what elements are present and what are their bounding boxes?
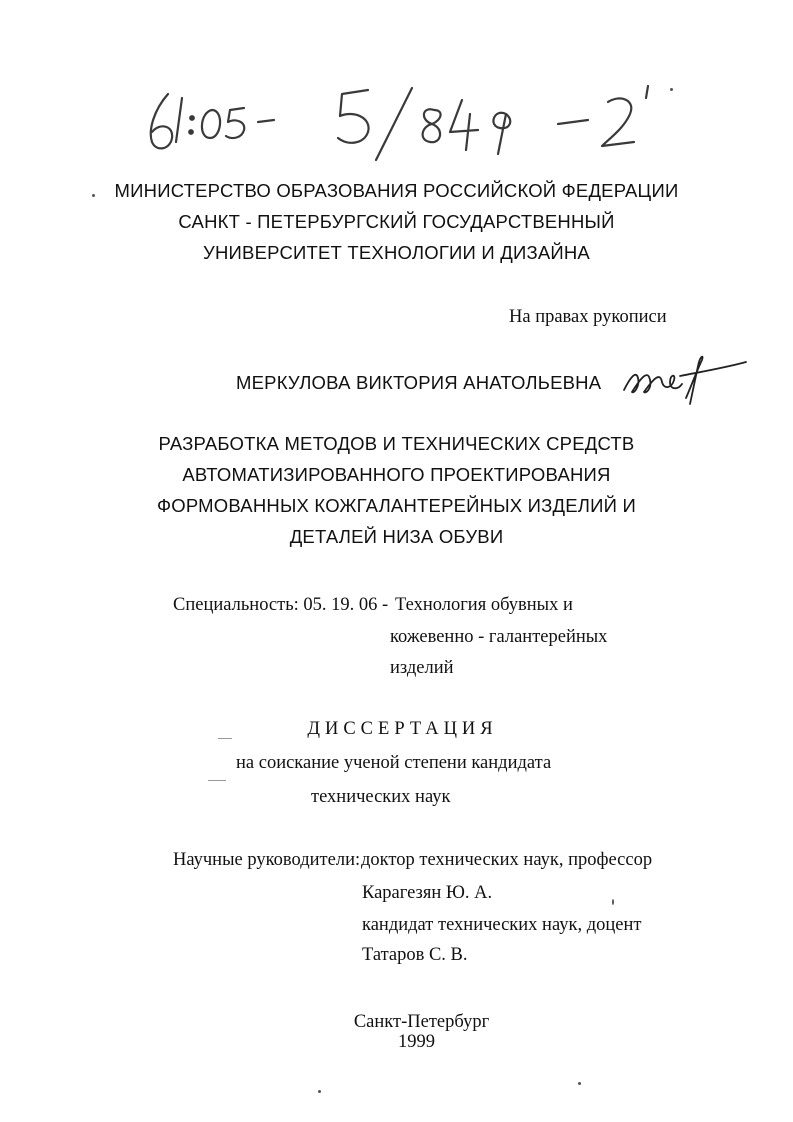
scan-speck (318, 1090, 321, 1093)
thesis-title (0, 428, 793, 552)
title-line-1: РАЗРАБОТКА МЕТОДОВ И ТЕХНИЧЕСКИХ СРЕДСТВ (158, 433, 635, 454)
university-line-2: УНИВЕРСИТЕТ ТЕХНОЛОГИИ И ДИЗАЙНА (203, 242, 590, 263)
scan-speck (208, 780, 226, 781)
ministry-line-1: МИНИСТЕРСТВО ОБРАЗОВАНИЯ РОССИЙСКОЙ ФЕДЕРАЦИИ (114, 180, 679, 201)
supervisor-2-name: Татаров С. В. (362, 945, 468, 965)
scan-speck (612, 899, 614, 905)
scan-speck (218, 738, 232, 739)
scan-speck (92, 194, 95, 197)
author-signature (620, 348, 750, 408)
dissertation-line-2: технических наук (311, 787, 451, 807)
scan-speck (578, 1082, 581, 1085)
dissertation-line-1: на соискание ученой степени кандидата (236, 753, 552, 773)
title-line-3: ФОРМОВАННЫХ КОЖГАЛАНТЕРЕЙНЫХ ИЗДЕЛИЙ И (157, 495, 636, 516)
handwritten-catalog-number (140, 80, 700, 170)
specialty-line-1: Технология обувных и (395, 595, 573, 615)
supervisors-label: Научные руководители: (173, 850, 361, 870)
ministry-block (0, 175, 793, 268)
specialty-label: Специальность: 05. 19. 06 - (173, 595, 389, 615)
supervisor-2-title: кандидат технических наук, доцент (362, 915, 642, 935)
supervisor-1-name: Карагезян Ю. А. (362, 883, 493, 903)
university-line-1: САНКТ - ПЕТЕРБУРГСКИЙ ГОСУДАРСТВЕННЫЙ (178, 211, 615, 232)
city: Санкт-Петербург (353, 1012, 490, 1032)
specialty-line-3: изделий (390, 658, 454, 678)
scan-speck (670, 88, 673, 91)
year: 1999 (398, 1032, 435, 1052)
supervisor-1-title: доктор технических наук, профессор (361, 850, 653, 870)
rights-note: На правах рукописи (509, 307, 667, 327)
title-line-2: АВТОМАТИЗИРОВАННОГО ПРОЕКТИРОВАНИЯ (182, 464, 611, 485)
specialty-line-2: кожевенно - галантерейных (390, 627, 608, 647)
dissertation-heading: ДИССЕРТАЦИЯ (307, 719, 498, 739)
title-line-4: ДЕТАЛЕЙ НИЗА ОБУВИ (289, 526, 504, 547)
author-name: МЕРКУЛОВА ВИКТОРИЯ АНАТОЛЬЕВНА (236, 372, 602, 393)
